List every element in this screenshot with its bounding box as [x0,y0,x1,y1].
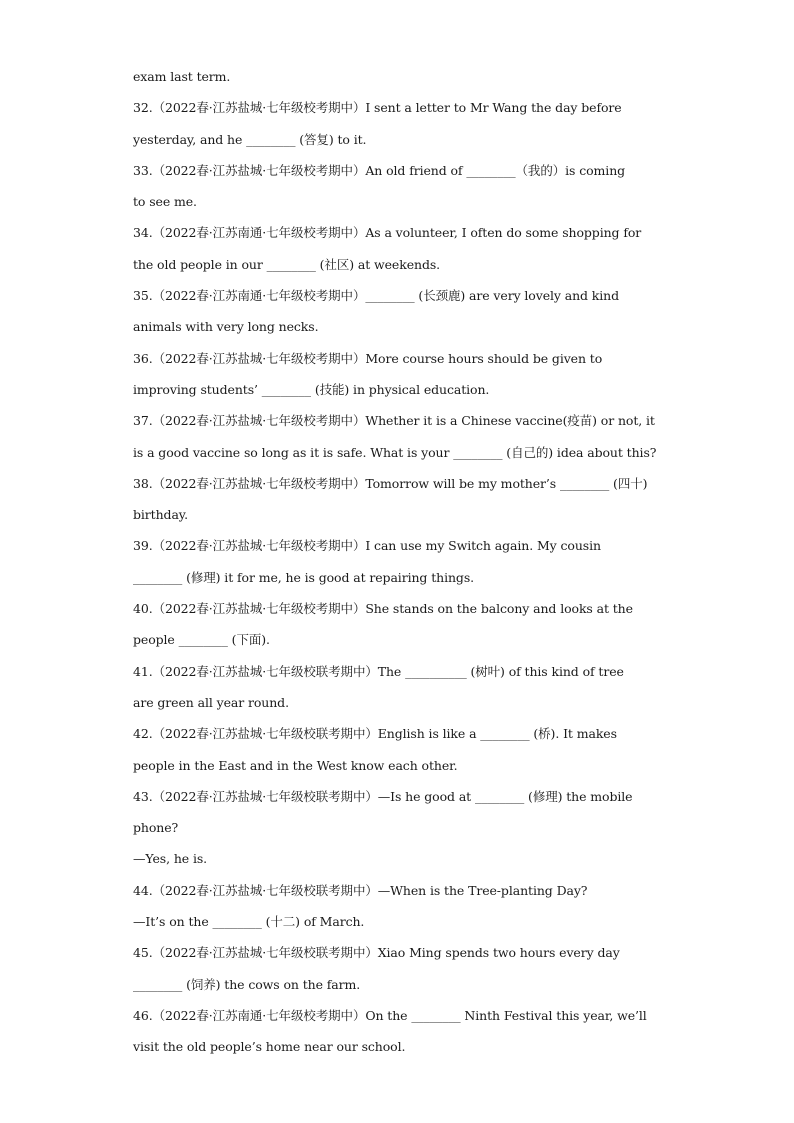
question-39-cont: ________ (修理) it for me, he is good at repairing things. [133,569,475,585]
question-41-cont: are green all year round. [133,694,289,710]
question-33-cont: to see me. [133,194,197,210]
question-44: 44.（2022春·江苏盐城·七年级校联考期中）—When is the Tree-planting Day? [133,882,588,898]
question-38-cont: birthday. [133,507,188,523]
question-40-cont: people ________ (下面). [133,632,270,648]
question-36: 36.（2022春·江苏盐城·七年级校考期中）More course hours should be given to [133,350,603,366]
document-page [133,61,673,1063]
question-39: 39.（2022春·江苏盐城·七年级校考期中）I can use my Switch again. My cousin [133,538,601,554]
question-35: 35.（2022春·江苏南通·七年级校考期中）________ (长颈鹿) are very lovely and kind [133,288,620,304]
question-34: 34.（2022春·江苏南通·七年级校考期中）As a volunteer, I often do some shopping for [133,225,642,241]
question-43-cont: phone? [133,820,179,836]
question-45-cont: ________ (饲养) the cows on the farm. [133,976,361,992]
question-37-cont: is a good vaccine so long as it is safe. What is your ________ (自己的) idea about this? [133,444,657,460]
question-34-cont: the old people in our ________ (社区) at weekends. [133,256,441,272]
question-33: 33.（2022春·江苏盐城·七年级校考期中）An old friend of ________（我的）is coming [133,162,626,178]
question-43-answer: —Yes, he is. [133,851,208,867]
question-37: 37.（2022春·江苏盐城·七年级校考期中）Whether it is a Chinese vaccine(疫苗) or not, it [133,413,655,429]
question-42-cont: people in the East and in the West know each other. [133,757,458,773]
question-46: 46.（2022春·江苏南通·七年级校考期中）On the ________ Ninth Festival this year, we’ll [133,1007,647,1023]
question-38: 38.（2022春·江苏盐城·七年级校考期中）Tomorrow will be my mother’s ________ (四十) [133,475,648,491]
question-32: 32.（2022春·江苏盐城·七年级校考期中）I sent a letter to Mr Wang the day before [133,100,622,116]
question-32-cont: yesterday, and he ________ (答复) to it. [133,131,367,147]
question-40: 40.（2022春·江苏盐城·七年级校考期中）She stands on the balcony and looks at the [133,601,633,617]
question-43: 43.（2022春·江苏盐城·七年级校联考期中）—Is he good at ________ (修理) the mobile [133,788,633,804]
question-45: 45.（2022春·江苏盐城·七年级校联考期中）Xiao Ming spends two hours every day [133,945,620,961]
question-44-answer: —It’s on the ________ (十二) of March. [133,914,365,930]
question-41: 41.（2022春·江苏盐城·七年级校联考期中）The __________ (树叶) of this kind of tree [133,663,624,679]
question-36-cont: improving students’ ________ (技能) in physical education. [133,381,490,397]
question-42: 42.（2022春·江苏盐城·七年级校联考期中）English is like a ________ (桥). It makes [133,726,617,742]
question-46-cont: visit the old people’s home near our school. [133,1039,406,1055]
text-line-q31-end: exam last term. [133,69,231,84]
question-35-cont: animals with very long necks. [133,319,319,335]
